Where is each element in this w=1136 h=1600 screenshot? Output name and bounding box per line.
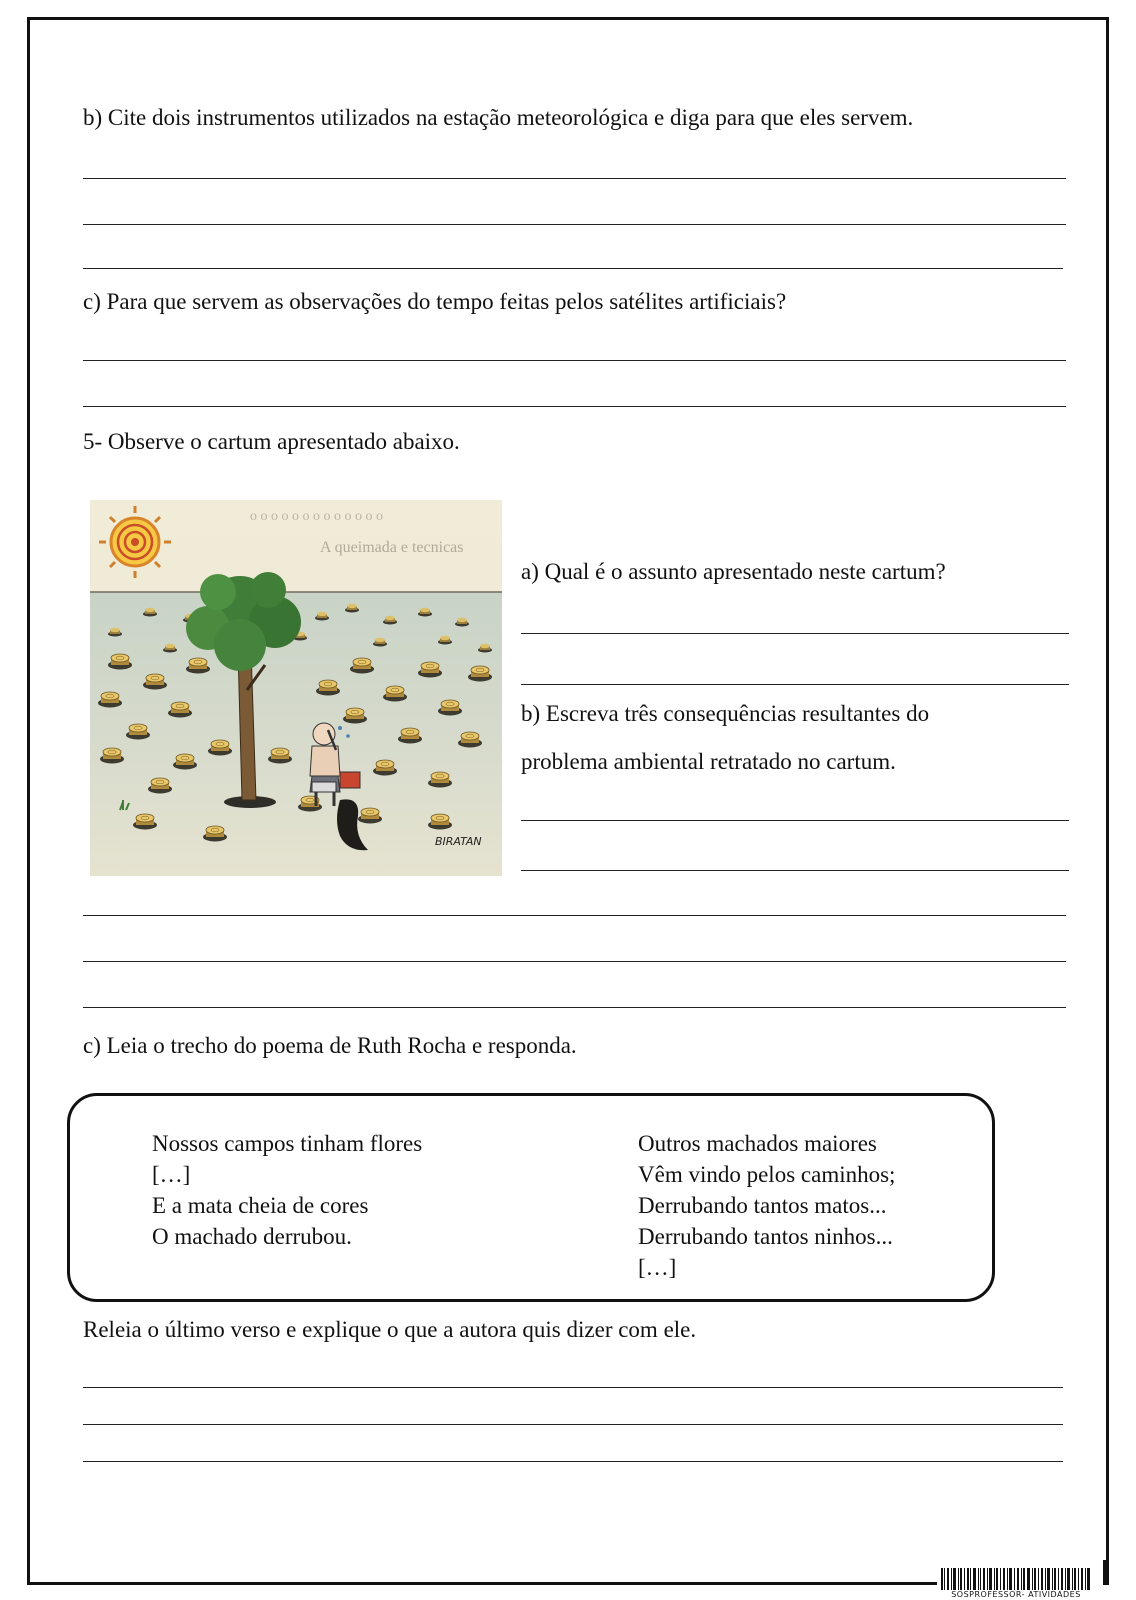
answer-line[interactable] <box>83 268 1063 269</box>
question-5: 5- Observe o cartum apresentado abaixo. <box>83 429 460 454</box>
poem-verse: […] <box>152 1162 191 1187</box>
svg-text:o o o o o o o o o o o o o: o o o o o o o o o o o o o <box>250 509 383 524</box>
question-4c: c) Para que servem as observações do tempo feitas pelos satélites artificiais? <box>83 289 787 314</box>
question-5c: c) Leia o trecho do poema de Ruth Rocha e responda. <box>83 1033 577 1058</box>
poem-verse: E a mata cheia de cores <box>152 1193 369 1218</box>
poem-verse: Derrubando tantos matos... <box>638 1193 887 1218</box>
poem-verse: Nossos campos tinham flores <box>152 1131 423 1156</box>
answer-line[interactable] <box>83 178 1066 179</box>
answer-line[interactable] <box>521 870 1069 871</box>
poem-right-column <box>638 1128 895 1283</box>
deforestation-cartoon-image <box>90 500 502 876</box>
poem-verse: […] <box>638 1255 677 1280</box>
page-border-corner <box>1103 1560 1106 1585</box>
answer-line[interactable] <box>521 820 1069 821</box>
barcode-caption: SOSPROFESSOR- ATIVIDADES <box>951 1590 1081 1599</box>
barcode-icon <box>941 1568 1091 1590</box>
cartoon-signature: BIRATAN <box>435 835 482 848</box>
answer-line[interactable] <box>83 1424 1063 1425</box>
question-5b-line1: b) Escreva três consequências resultantes do <box>521 701 930 726</box>
svg-text:A queimada e tecnicas: A queimada e tecnicas <box>320 539 464 556</box>
answer-line[interactable] <box>83 915 1066 916</box>
question-5c-task: Releia o último verso e explique o que a autora quis dizer com ele. <box>83 1317 697 1342</box>
page-border-bottom <box>27 1582 937 1585</box>
answer-line[interactable] <box>521 684 1069 685</box>
poem-verse: O machado derrubou. <box>152 1224 352 1249</box>
poem-verse: Vêm vindo pelos caminhos; <box>638 1162 896 1187</box>
question-4b: b) Cite dois instrumentos utilizados na estação meteorológica e diga para que eles servem. <box>83 105 914 130</box>
answer-line[interactable] <box>83 224 1066 225</box>
question-5a: a) Qual é o assunto apresentado neste cartum? <box>521 559 946 584</box>
answer-line[interactable] <box>83 1461 1063 1462</box>
answer-line[interactable] <box>83 360 1066 361</box>
answer-line[interactable] <box>521 633 1069 634</box>
answer-line[interactable] <box>83 1007 1066 1008</box>
answer-line[interactable] <box>83 961 1066 962</box>
poem-left-column <box>152 1128 422 1252</box>
poem-verse: Outros machados maiores <box>638 1131 877 1156</box>
poem-verse: Derrubando tantos ninhos... <box>638 1224 893 1249</box>
answer-line[interactable] <box>83 1387 1063 1388</box>
answer-line[interactable] <box>83 406 1066 407</box>
question-5b-line2: problema ambiental retratado no cartum. <box>521 749 896 774</box>
